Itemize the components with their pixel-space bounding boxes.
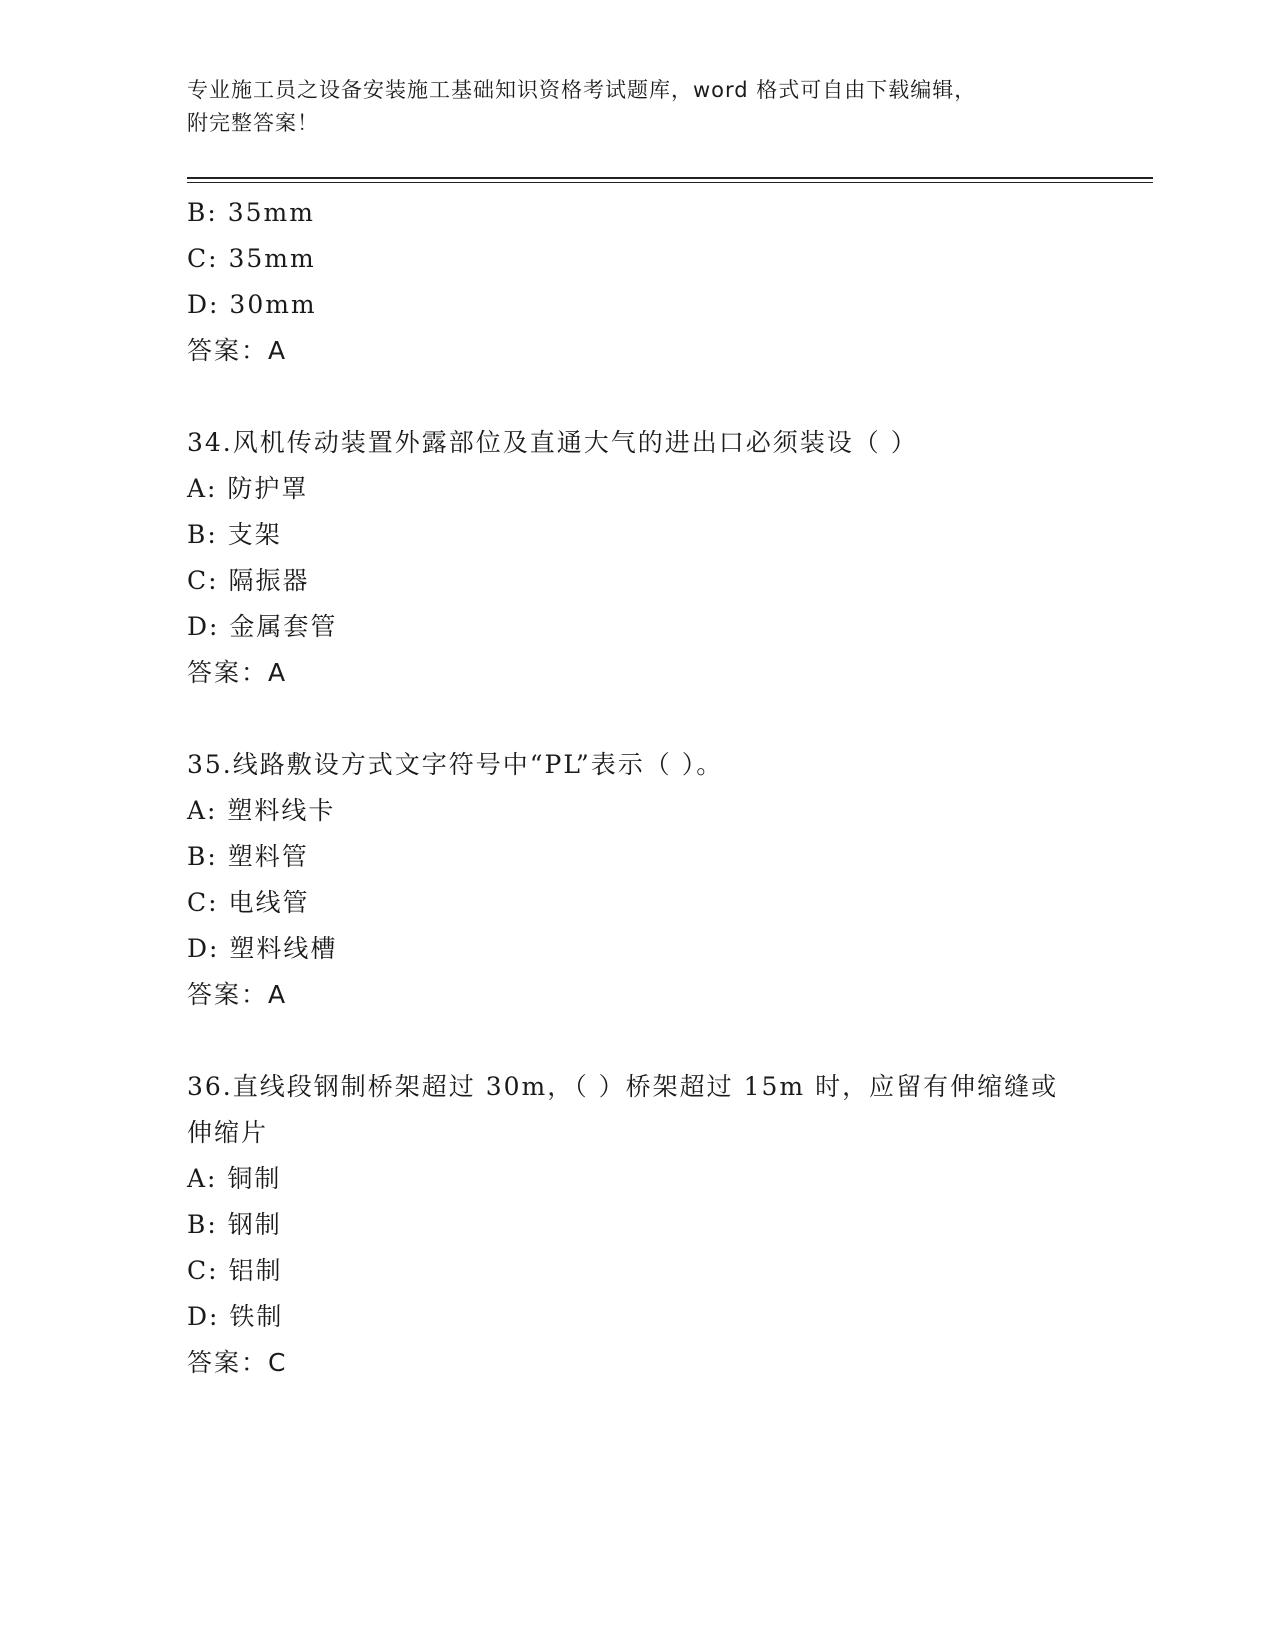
question-stem: 34.风机传动装置外露部位及直通大气的进出口必须装设（ ）	[187, 428, 918, 457]
option-c: C: 35mm	[187, 244, 316, 273]
answer-line: 答案：C	[187, 1348, 288, 1377]
option-d: D: 金属套管	[187, 612, 338, 641]
option-b: B: 支架	[187, 520, 282, 549]
header-line-2: 附完整答案！	[187, 111, 319, 135]
option-b: B: 钢制	[187, 1210, 282, 1239]
question-stem-line-2: 伸缩片	[187, 1118, 269, 1147]
answer-line: 答案：A	[187, 980, 288, 1009]
option-c: C: 电线管	[187, 888, 310, 917]
option-a: A: 铜制	[187, 1164, 282, 1193]
option-d: D: 塑料线槽	[187, 934, 338, 963]
question-35	[187, 742, 1087, 1018]
question-36	[187, 1064, 1087, 1386]
option-d: D: 铁制	[187, 1302, 284, 1331]
option-a: A: 防护罩	[187, 474, 309, 503]
answer-line: 答案：A	[187, 336, 288, 365]
question-stem-line-1: 36.直线段钢制桥架超过 30m，（ ）桥架超过 15m 时，应留有伸缩缝或	[187, 1072, 1059, 1101]
header-line-1: 专业施工员之设备安装施工基础知识资格考试题库，word 格式可自由下载编辑，	[187, 78, 977, 102]
spacer	[187, 1018, 1087, 1064]
spacer	[187, 374, 1087, 420]
question-34	[187, 420, 1087, 696]
question-stem: 35.线路敷设方式文字符号中“PL”表示（ ）。	[187, 750, 724, 779]
question-33-tail	[187, 190, 1087, 374]
option-a: A: 塑料线卡	[187, 796, 336, 825]
spacer	[187, 696, 1087, 742]
answer-line: 答案：A	[187, 658, 288, 687]
option-c: C: 隔振器	[187, 566, 310, 595]
question-list	[187, 190, 1087, 1386]
option-b: B: 塑料管	[187, 842, 309, 871]
document-header	[187, 74, 1087, 140]
header-divider-thin	[187, 182, 1153, 183]
option-c: C: 铝制	[187, 1256, 283, 1285]
option-b: B: 35mm	[187, 198, 315, 227]
header-divider-thick	[187, 177, 1153, 179]
option-d: D: 30mm	[187, 290, 317, 319]
